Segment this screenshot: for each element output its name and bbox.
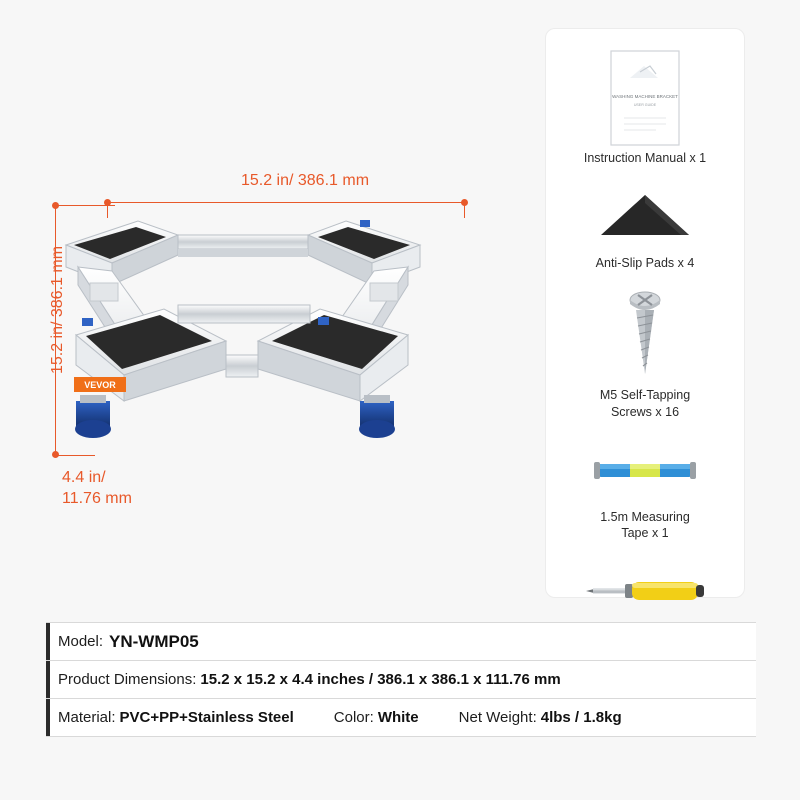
specification-table [46, 622, 756, 737]
height-dimension-line1: 4.4 in/ [62, 469, 106, 486]
anti-slip-pad-icon [546, 177, 744, 255]
left-dimension-label: 15.2 in/ 386.1 mm [49, 245, 66, 375]
accessory-label: Anti-Slip Pads x 4 [595, 255, 695, 270]
spec-value-model: YN-WMP05 [109, 631, 199, 651]
svg-text:VEVOR: VEVOR [84, 380, 116, 390]
spec-value-dimensions: 15.2 x 15.2 x 4.4 inches / 386.1 x 386.1 x 111.76 mm [200, 671, 561, 688]
accessory-item [546, 177, 744, 272]
cross-screwdriver-icon [546, 552, 744, 630]
spec-row-model [46, 623, 756, 661]
spec-group-material [58, 709, 294, 726]
spec-value-color: White [377, 709, 419, 726]
screw-icon [546, 282, 744, 387]
spec-label-dimensions: Product Dimensions: [58, 671, 197, 688]
spec-label-color: Color: [333, 709, 374, 726]
accessories-panel [545, 28, 745, 598]
spec-label-weight: Net Weight: [458, 709, 537, 726]
manual-subtitle: USER GUIDE [633, 102, 657, 107]
accessory-item [546, 45, 744, 167]
accessory-label: M5 Self-Tapping Screws x 16 [599, 387, 691, 419]
top-dimension-arrow [107, 202, 465, 203]
accessory-label: Instruction Manual x 1 [583, 151, 707, 165]
height-dimension-line2: 11.76 mm [62, 489, 132, 507]
manual-title: WASHING MACHINE BRACKET [612, 93, 678, 99]
spec-group-color [334, 709, 419, 726]
spec-label-material: Material: [58, 709, 116, 726]
spec-group-weight [459, 709, 622, 726]
instruction-manual-icon [546, 45, 744, 150]
spec-row-dimensions [46, 661, 756, 699]
spec-value-material: PVC+PP+Stainless Steel [119, 709, 294, 726]
accessory-item [546, 431, 744, 543]
accessory-label: 1.5m Measuring Tape x 1 [600, 509, 690, 541]
washing-machine-base-image [60, 205, 520, 505]
accessory-item [546, 282, 744, 421]
top-dimension-label: 15.2 in/ 386.1 mm [240, 172, 370, 189]
spec-value-weight: 4lbs / 1.8kg [540, 709, 622, 726]
spec-label-model: Model: [58, 633, 104, 650]
measuring-tape-icon [546, 431, 744, 509]
spec-row-material [46, 699, 756, 737]
